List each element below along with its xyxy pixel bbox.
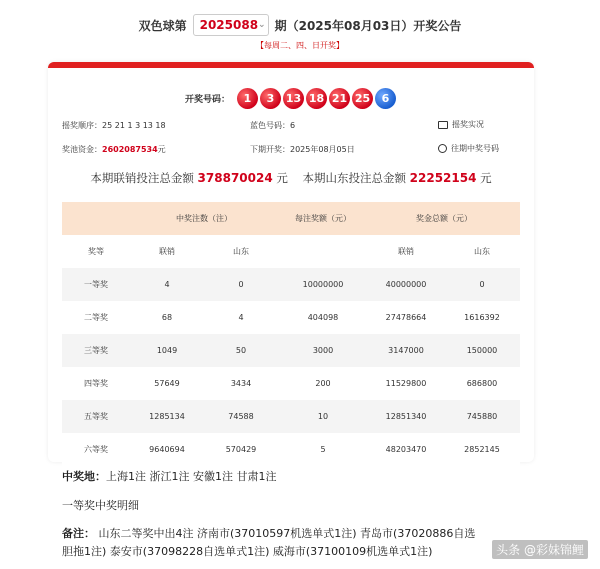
table-row bbox=[62, 334, 520, 367]
header-cell: 每注奖额（元） bbox=[278, 202, 368, 235]
history-link[interactable] bbox=[438, 143, 499, 154]
table-group-header bbox=[62, 202, 520, 235]
header-cell: 奖金总额（元） bbox=[368, 202, 520, 235]
table-cell: 5 bbox=[278, 433, 368, 466]
note-line-1 bbox=[62, 525, 475, 541]
header-cell bbox=[278, 235, 368, 268]
prize-pool-label: 奖池资金： bbox=[62, 145, 102, 154]
sd-sales-value: 22252154 bbox=[409, 171, 477, 185]
blue-number-value: 6 bbox=[290, 121, 296, 130]
sales-totals bbox=[48, 170, 534, 186]
header-suffix: 期（2025年08月03日）开奖公告 bbox=[274, 18, 462, 33]
sd-sales-unit: 元 bbox=[480, 171, 492, 185]
table-cell: 50 bbox=[204, 334, 278, 367]
red-ball: 21 bbox=[329, 88, 350, 109]
next-draw-value: 2025年08月05日 bbox=[290, 145, 355, 154]
prize-table bbox=[62, 202, 520, 466]
draw-order-value: 25 21 1 3 13 18 bbox=[102, 121, 166, 130]
table-cell: 二等奖 bbox=[62, 301, 130, 334]
next-draw bbox=[250, 144, 355, 155]
table-row bbox=[62, 301, 520, 334]
table-cell: 3000 bbox=[278, 334, 368, 367]
note-label: 备注： bbox=[62, 527, 95, 540]
table-cell: 745880 bbox=[444, 400, 520, 433]
prize-pool-unit: 元 bbox=[157, 145, 166, 154]
table-cell: 一等奖 bbox=[62, 268, 130, 301]
table-cell: 12851340 bbox=[368, 400, 444, 433]
table-cell: 10000000 bbox=[278, 268, 368, 301]
table-row bbox=[62, 400, 520, 433]
table-row bbox=[62, 367, 520, 400]
prize-pool bbox=[62, 144, 166, 155]
table-cell: 10 bbox=[278, 400, 368, 433]
prize-pool-value: 2602087534 bbox=[102, 145, 158, 154]
watermark: 头条 @彩妹锦鲤 bbox=[492, 540, 588, 559]
table-cell: 1285134 bbox=[130, 400, 204, 433]
header-cell: 联销 bbox=[368, 235, 444, 268]
live-draw-link[interactable] bbox=[438, 119, 484, 130]
page-header bbox=[0, 10, 600, 40]
table-cell: 200 bbox=[278, 367, 368, 400]
red-ball: 18 bbox=[306, 88, 327, 109]
table-cell: 六等奖 bbox=[62, 433, 130, 466]
table-cell: 48203470 bbox=[368, 433, 444, 466]
winning-numbers-label: 开奖号码： bbox=[184, 95, 230, 105]
union-sales-label: 本期联销投注总金额 bbox=[90, 171, 194, 185]
issue-value: 2025088 bbox=[199, 18, 259, 32]
table-row bbox=[62, 268, 520, 301]
note-text-1: 山东二等奖中出4注 济南市(37010597机选单式1注) 青岛市(37020886自选 bbox=[98, 527, 476, 540]
table-cell: 150000 bbox=[444, 334, 520, 367]
table-cell: 五等奖 bbox=[62, 400, 130, 433]
table-cell: 68 bbox=[130, 301, 204, 334]
header-cell: 中奖注数（注） bbox=[130, 202, 278, 235]
live-draw-label: 摇奖实况 bbox=[452, 120, 484, 129]
draw-order-label: 摇奖顺序： bbox=[62, 121, 102, 130]
header-prefix: 双色球第 bbox=[138, 18, 187, 33]
winning-regions-value: 上海1注 浙江1注 安徽1注 甘肃1注 bbox=[106, 470, 277, 483]
table-row bbox=[62, 433, 520, 466]
blue-ball: 6 bbox=[375, 88, 396, 109]
winning-regions-label: 中奖地： bbox=[62, 470, 106, 483]
result-card bbox=[48, 62, 534, 462]
history-label: 往期中奖号码 bbox=[451, 144, 499, 153]
table-cell: 9640694 bbox=[130, 433, 204, 466]
monitor-icon bbox=[438, 121, 448, 129]
red-ball: 13 bbox=[283, 88, 304, 109]
table-cell: 27478664 bbox=[368, 301, 444, 334]
table-cell: 2852145 bbox=[444, 433, 520, 466]
winning-regions bbox=[62, 468, 276, 484]
table-cell: 11529800 bbox=[368, 367, 444, 400]
header-cell: 联销 bbox=[130, 235, 204, 268]
table-cell: 四等奖 bbox=[62, 367, 130, 400]
table-cell: 三等奖 bbox=[62, 334, 130, 367]
next-draw-label: 下期开奖： bbox=[250, 145, 290, 154]
draw-schedule: 【每周二、四、日开奖】 bbox=[256, 41, 344, 50]
table-cell: 57649 bbox=[130, 367, 204, 400]
table-cell: 3434 bbox=[204, 367, 278, 400]
table-cell: 40000000 bbox=[368, 268, 444, 301]
winning-numbers bbox=[48, 88, 534, 109]
table-cell: 1049 bbox=[130, 334, 204, 367]
red-ball: 1 bbox=[237, 88, 258, 109]
note-line-2: 胆拖1注) 泰安市(37098228自选单式1注) 威海市(37100109机选单式1注) bbox=[62, 545, 433, 558]
history-icon bbox=[438, 144, 447, 153]
table-cell: 404098 bbox=[278, 301, 368, 334]
blue-number bbox=[250, 120, 295, 131]
table-cell: 570429 bbox=[204, 433, 278, 466]
table-cell: 4 bbox=[204, 301, 278, 334]
table-cell: 74588 bbox=[204, 400, 278, 433]
issue-select[interactable] bbox=[193, 14, 269, 36]
blue-number-label: 蓝色号码： bbox=[250, 121, 290, 130]
table-cell: 4 bbox=[130, 268, 204, 301]
sd-sales-label: 本期山东投注总金额 bbox=[302, 171, 406, 185]
first-prize-detail: 一等奖中奖明细 bbox=[62, 499, 139, 512]
chevron-down-icon: ⌄ bbox=[258, 20, 266, 30]
header-cell: 奖等 bbox=[62, 235, 130, 268]
table-sub-header bbox=[62, 235, 520, 268]
header-cell: 山东 bbox=[204, 235, 278, 268]
table-cell: 0 bbox=[204, 268, 278, 301]
table-cell: 0 bbox=[444, 268, 520, 301]
union-sales-unit: 元 bbox=[276, 171, 288, 185]
red-ball: 3 bbox=[260, 88, 281, 109]
table-cell: 3147000 bbox=[368, 334, 444, 367]
table-cell: 686800 bbox=[444, 367, 520, 400]
header-cell: 山东 bbox=[444, 235, 520, 268]
red-ball: 25 bbox=[352, 88, 373, 109]
union-sales-value: 378870024 bbox=[197, 171, 273, 185]
table-cell: 1616392 bbox=[444, 301, 520, 334]
header-cell bbox=[62, 202, 130, 235]
draw-order bbox=[62, 120, 166, 131]
